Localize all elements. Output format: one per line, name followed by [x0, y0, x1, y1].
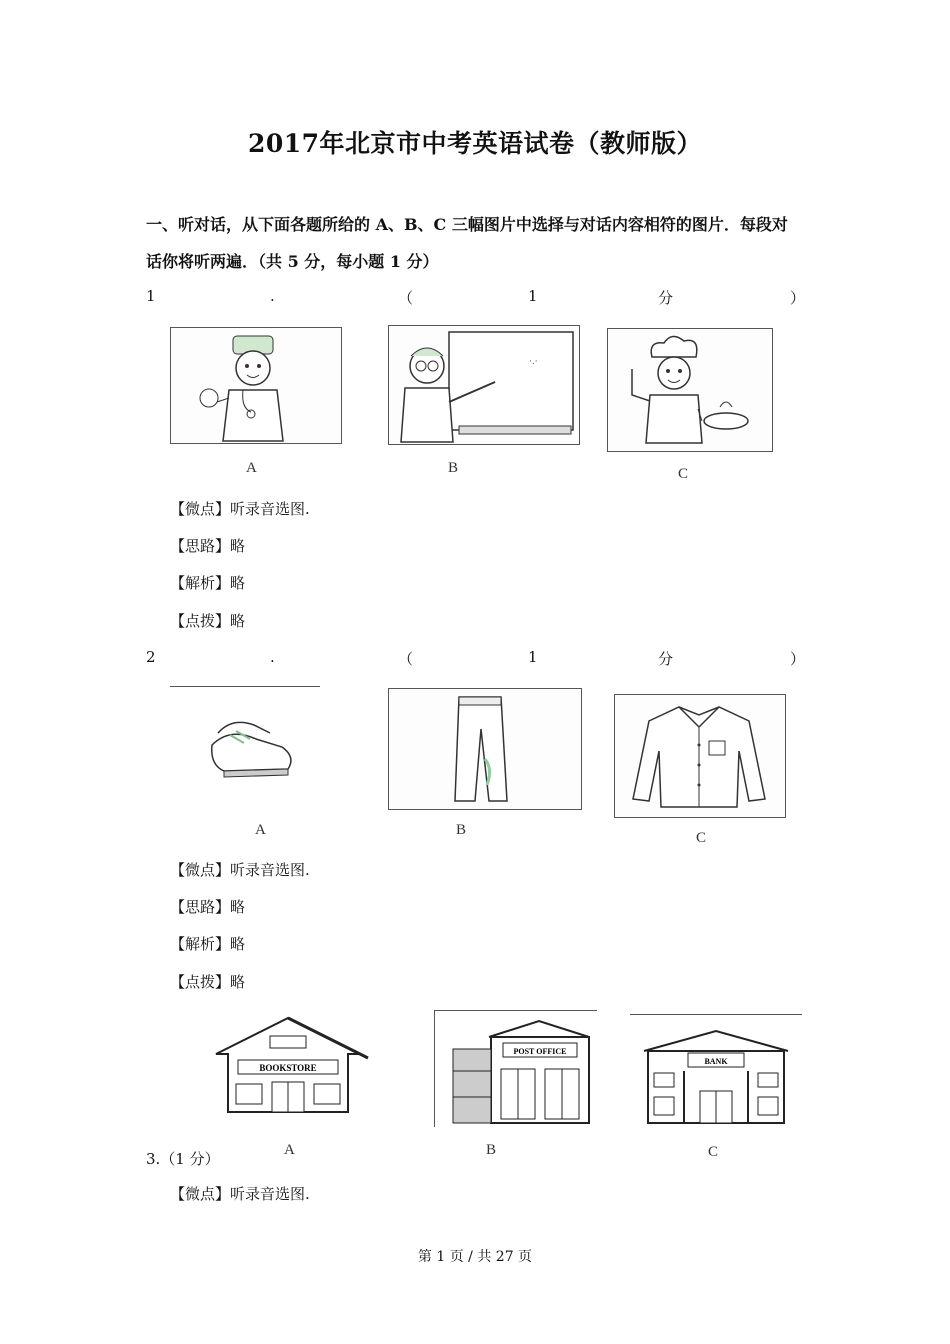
section-instruction-line2: 话你将听两遍．（共 5 分，每小题 1 分） [146, 252, 439, 271]
option-caption-b: B [486, 1142, 497, 1158]
bank-sign: BANK [704, 1057, 728, 1066]
score-unit: 分 [658, 650, 674, 668]
svg-text:·.·: ·.· [529, 357, 538, 367]
note-jiexi: 【解析】略 [170, 574, 246, 592]
right-paren: ） [790, 650, 806, 668]
right-paren: ） [790, 289, 806, 307]
option-caption-c: C [678, 466, 689, 482]
bookstore-picture[interactable] [208, 1012, 374, 1120]
option-caption-b: B [456, 822, 467, 838]
note-silu: 【思路】略 [170, 537, 246, 555]
left-paren: （ [398, 650, 414, 668]
post-office-sign: POST OFFICE [513, 1047, 567, 1056]
option-caption-c: C [696, 830, 707, 846]
option-caption-c: C [708, 1144, 719, 1160]
cook-picture[interactable] [607, 328, 773, 452]
section-instruction-line1: 一、听对话，从下面各题所给的 A、B、C 三幅图片中选择与对话内容相符的图片．每段对 [146, 215, 788, 234]
question-dot: . [270, 287, 275, 305]
bookstore-sign: BOOKSTORE [259, 1063, 317, 1073]
question-1-header [146, 287, 806, 307]
left-paren: （ [398, 289, 414, 307]
question-number: 1 [146, 287, 156, 305]
question-3-label: 3.（1 分） [146, 1150, 220, 1168]
option-caption-a: A [284, 1142, 295, 1158]
question-number: 2 [146, 648, 156, 666]
question-score: 1 [528, 287, 538, 305]
score-unit: 分 [658, 289, 674, 307]
note-silu: 【思路】略 [170, 898, 246, 916]
option-caption-a: A [255, 822, 266, 838]
bank-picture[interactable] [630, 1014, 802, 1129]
question-score: 1 [528, 648, 538, 666]
doctor-picture[interactable] [170, 327, 342, 444]
shoes-picture[interactable] [170, 686, 320, 807]
note-weidian: 【微点】听录音选图. [170, 1185, 310, 1203]
question-dot: . [270, 648, 275, 666]
note-weidian: 【微点】听录音选图. [170, 500, 310, 518]
note-weidian: 【微点】听录音选图. [170, 861, 310, 879]
option-caption-b: B [448, 460, 459, 476]
note-dianbo: 【点拨】略 [170, 973, 246, 991]
question-2-header [146, 648, 806, 668]
note-jiexi: 【解析】略 [170, 935, 246, 953]
post-office-picture[interactable] [434, 1010, 597, 1127]
note-dianbo: 【点拨】略 [170, 612, 246, 630]
page-footer: 第 1 页 / 共 27 页 [417, 1249, 533, 1265]
trousers-picture[interactable] [388, 688, 582, 810]
teacher-picture[interactable] [388, 325, 580, 445]
page-title: 2017年北京市中考英语试卷（教师版） [247, 129, 703, 158]
shirt-picture[interactable] [614, 694, 786, 818]
option-caption-a: A [246, 460, 257, 476]
